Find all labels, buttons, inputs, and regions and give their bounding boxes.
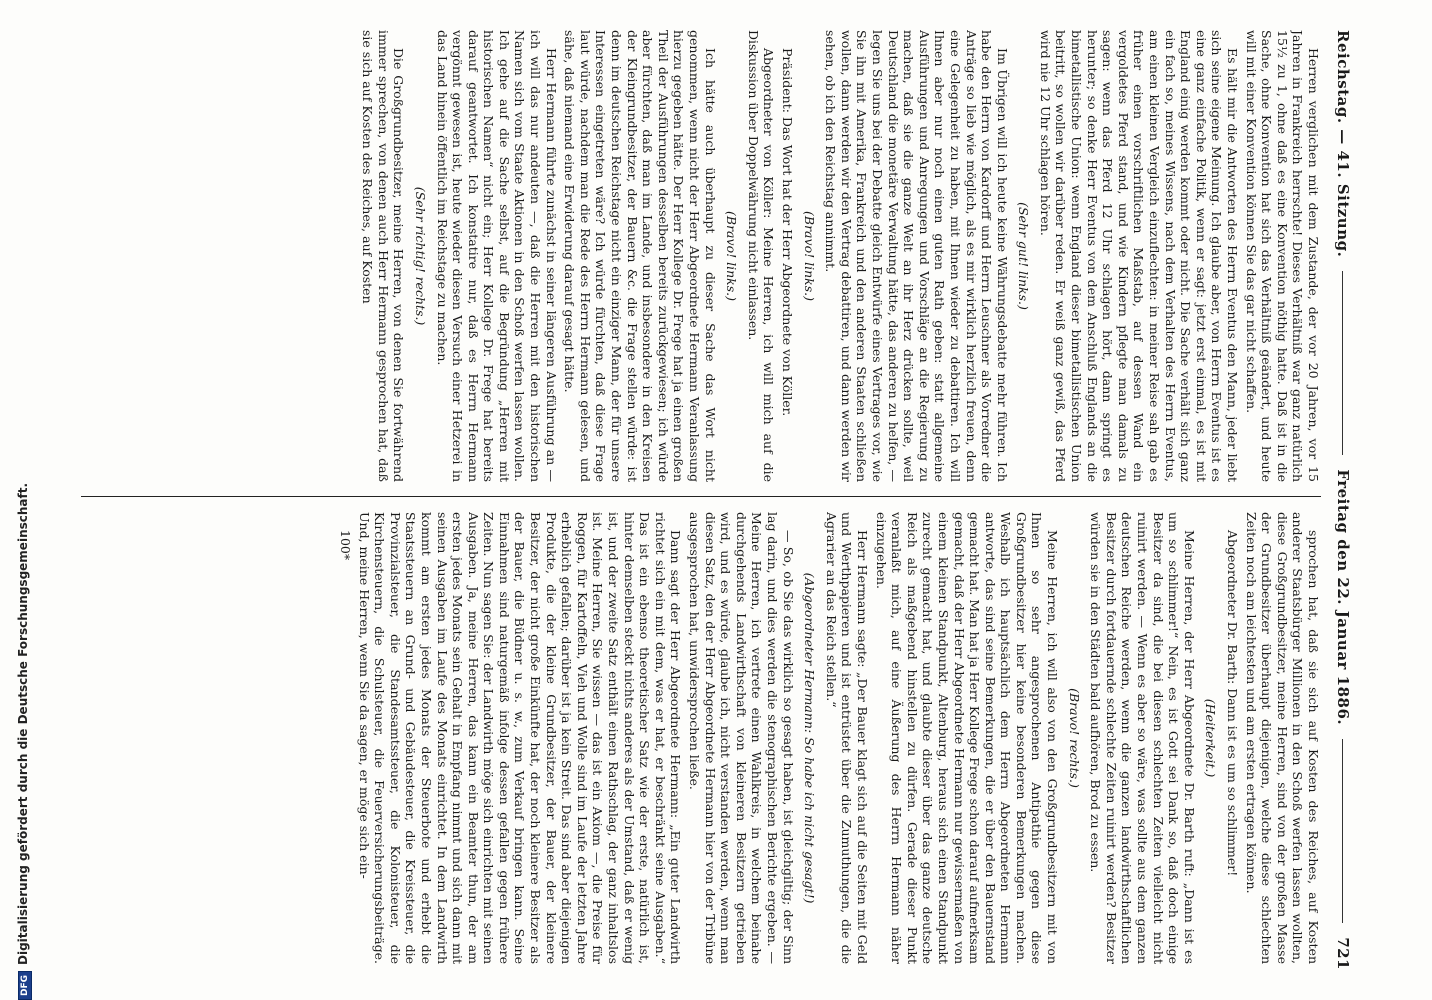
- paragraph: Herr Hermann führte zunächst in seiner längeren Ausführung an — ich will das nur andeuten —, daß die Herren mit den historischen Namen sich vom Staate Aktionen in den Schoß werfen lassen wollen. Ich gehe auf die Sache selbst, auf die Begründung „Herren mit historischen Namen“ nicht ein; Herr Kollege Dr. Frege hat bereits darauf geantwortet. Ich konstatire nur, daß es Herrn Hermann vergönnt gewesen ist, heute wieder diesen Versuch einer Hetzerei in das Land hinein öffentlich im Reichstage zu machen.: [434, 30, 559, 482]
- page-number: 721: [1334, 937, 1352, 970]
- header-session: Reichstag. — 41. Sitzung.: [1334, 30, 1352, 258]
- interjection: (Heiterkeit.): [1203, 698, 1219, 778]
- paragraph: sprochen hat, daß sie sich auf Kosten des Reiches, auf Kosten anderer Staatsbürger Millionen in den Schoß werfen lassen wollten, diese Großgrundbesitzer, meine Herren, sind von der großen Masse der Grundbesitzer überhaupt diejenigen, welche diese schlechten Zeiten noch am leichtesten und am ersten ertragen können.: [1243, 512, 1321, 964]
- interjection: (Bravo! links.): [801, 211, 817, 301]
- paragraph: Herr Hermann sagte: „Der Bauer klagt sich auf die Seiten mit Geld und Werthpapieren und ist entrüstet über die Zumuthungen, die die Agrarier an das Reich stellen.“: [823, 512, 870, 964]
- digitization-credit: [2, 0, 28, 1000]
- paragraph: — So, ob Sie das wirklich so gesagt haben, ist gleichgiltig; der Sinn lag darin, und dies werden die stenographischen Berichte ergeben. — Meine Herren, ich vertrete einen Wahlkreis, in welchem beinahe durchgehends Landwirthschaft von kleineren Besitzern getrieben wird, und es würde, glaube ich, nicht verstanden werden, wenn man diesen Satz, den der Herr Abgeordnete Hermann hier von der Tribüne ausgesprochen hat, unwidersprochen ließe.: [687, 512, 796, 964]
- right-text-column: [81, 512, 1321, 964]
- column-divider: [81, 496, 1321, 497]
- interjection: (Bravo! rechts.): [1066, 688, 1082, 788]
- paragraph: Präsident: Das Wort hat der Herr Abgeordnete von Köller.: [780, 48, 795, 417]
- header-rule: [1343, 271, 1344, 455]
- paragraph: Es hält mir die Antworten des Herrn Eventus den Mann, jeder liebt sich seine eigene Meinung. Ich glaube aber, von Herrn Eventus ist es eine ganz einfache Politik, wenn er sagt: jetzt erst einmal, es ist mit England einig werden kommt oder nicht. Die Sache verhält sich ganz ein fach so, meines Wissens, nach dem Verhalten des Herrn Eventus, am einen kleinen Vergleich einzuflechten: in meiner Reise sah gab es früher einen vorschriftlichen Maßstab, auf dessen Wand ein vergoldetes Pferd stand, und wie Kindern pflegte man damals zu sagen: wenn das Pferd 12 Uhr schlagen hört, dann springt es herunter; so denke Herr Eventus von dem Anschluß Englands an die bimetallistische Union: wenn England dieser bimetallistischen Union beitritt, so wollen wir darüber reden. Er weiß ganz gewiß, das Pferd wird nie 12 Uhr schlagen hören.: [1037, 30, 1241, 482]
- paragraph: Im Übrigen will ich heute keine Währungsdebatte mehr führen. Ich habe den Herrn von Kardorff und Herrn Leuschner als Vorredner die Anträge so lieb wie möglich, als es mir wirklich herzlich freuen, denn eine Gelegenheit zu haben, mit Ihnen wieder zu debattiren. Ich will Ihnen aber nur noch einen guten Rath geben: statt allgemeine Ausführungen und Anregungen und Vorschläge an die Regierung zu machen, daß sie die ganze Welt an ihr Herz drücken sollte, weil Deutschland die monetäre Verwaltung hätte, das anderen zu helfen, — legen Sie uns bei der Debatte gleich Entwürfe eines Vertrages vor, wie Sie ihn mit Amerika, Frankreich und den anderen Staaten schließen wollen, dann werden wir den Vertrag debattiren, und dann werden wir sehen, ob ich den Reichstag annimmt.: [823, 30, 1010, 482]
- interjection: (Sehr gut! links.): [1016, 202, 1032, 310]
- digitization-note: Digitalisierung gefördert durch die Deutsche Forschungsgemeinschaft.: [16, 482, 30, 965]
- dfg-logo: DFG: [18, 971, 32, 1000]
- interjection: (Bravo! links.): [724, 211, 740, 301]
- rotated-document-page: [71, 30, 1361, 970]
- paragraph: Dann sagt der Herr Abgeordnete Hermann: „Ein guter Landwirth richtet sich ein mit dem, was er hat, er beschränkt seine Ausgaben.“ Das ist ein ebenso theoretischer Satz wie der erste, natürlich ist, hinter demselben steckt nichts anderes als der Umstand, daß er wenig ist, und der zweite Satz enthält einen Rathschlag, der ganz inhaltslos ist. Meine Herren, Sie wissen — das ist ein Axiom —, die Preise für Roggen, für Kartoffeln, Vieh und Wolle sind im Laufe der letzten Jahre erheblich gefallen; darüber ist ja kein Streit. Das sind aber diejenigen Produkte, die der kleine Grundbesitzer, der Bauer, der kleinere Besitzer, der nicht große Einkünfte hat, der noch kleinere Besitzer als der Bauer, die Büdner u. s. w., zum Verkauf bringen kann. Seine Einnahmen sind naturgemäß infolge dessen gefallen gegen frühere Zeiten. Nun sagen Sie: der Landwirth möge sich einrichten mit seinen Ausgaben. Ja, meine Herren, das kann ein Beamter thun, der am ersten jedes Monats sein Gehalt in Empfang nimmt und sich dann mit seinen Ausgaben im Laufe des Monats einrichtet. In dem Landwirth kommt am ersten jedes Monats der Steuerbote und erhebt die Staatssteuern an Grund- und Gebäudesteuer, die Kreissteuer, die Provinzialsteuer, die Standesamtssteuer, die Kolonisteuer, die Kirchensteuern, die Schulsteuer, die Feuerversicherungsbeiträge. Und, meine Herren, wenn Sie da sagen, er möge sich ein-: [356, 512, 684, 964]
- paragraph: 100*: [337, 530, 353, 561]
- page-header: [1325, 30, 1361, 970]
- header-rule: [1343, 739, 1344, 923]
- paragraph: Die Großgrundbesitzer, meine Herren, von denen Sie fortwährend immer sprechen, von denen auch Herr Hermann gesprochen hat, daß sie sich auf Kosten des Reiches, auf Kosten: [360, 30, 407, 482]
- paragraph: Herren verglichen mit dem Zustande, der vor 20 Jahren, vor 15 Jahren in Frankreich herrschte! Dieses Verhältniß war ganz natürlich 15½ zu 1, ohne daß es eine Konvention nöthig hatte. Daß ist in die Sache, ohne Konvention hat sich das Verhältniß geändert, und heute will mit einer Konvention können Sie das gar nicht schaffen.: [1243, 30, 1321, 482]
- left-text-column: [81, 30, 1321, 482]
- interjection: (Abgeordneter Hermann: So habe ich nicht gesagt!): [802, 572, 818, 904]
- paragraph: Ich hätte auch überhaupt zu dieser Sache das Wort nicht genommen, wenn nicht der Herr Abgeordnete Hermann Veranlassung hierzu gegeben hätte. Der Herr Kollege Dr. Frege hat ja einen großen Theil der Ausführungen desselben bereits zurückgewiesen; ich würde aber fürchten, daß man im Lande, und insbesondere in den Kreisen der Kleingrundbesitzer, der Bauern &c. die Frage stellen würde: ist denn im deutschen Reichstage nicht ein einziger Mann, der für unsere Interessen eingetreten wäre? Ich würde fürchten, daß diese Frage laut würde, nachdem man die Rede des Herrn Hermann gelesen, und sähe, daß niemand eine Erwiderung darauf gesagt hätte.: [562, 30, 718, 482]
- paragraph: Meine Herren, ich will also von den Großgrundbesitzern mit von Ihnen so sehr angesprochenen Antipathie gegen diese Großgrundbesitzer hier keine besonderen Bemerkungen machen. Weshalb ich hauptsächlich dem Herrn Abgeordneten Hermann antworte, das sind seine Bemerkungen, die er über den Bauernstand gemacht hat. Man hat ja Herr Kollege Frege schon darauf aufmerksam gemacht, daß der Herr Abgeordnete Hermann nur gewissermaßen von einem kleinen Standpunkt, Altenburg, heraus sich einen Standpunkt zurecht gemacht hat, und glaubte dieser über das ganze deutsche Reich als maßgebend hinstellen zu dürfen. Gerade dieser Punkt veranlaßt mich, auf eine Äußerung des Herrn Hermann näher einzugehen.: [873, 512, 1061, 964]
- interjection: (Sehr richtig! rechts.): [412, 186, 428, 326]
- paragraph: Meine Herren, der Herr Abgeordnete Dr. Barth ruft: „Dann ist es um so schlimmer!“ Nein, es ist Gott sei Dank so, daß doch einige Besitzer da sind, die bei diesen schlechten Zeiten vielleicht nicht ruinirt werden. — Wenn es aber so wäre, was sollte aus dem ganzen deutschen Reiche werden, wenn die ganzen landwirthschaftlichen Besitzer durch fortdauernde schlechte Zeiten ruinirt werden? Besitzer würden sie in den Städten bald aufhören, Brod zu essen.: [1088, 512, 1197, 964]
- header-date: Freitag den 22. Januar 1886.: [1334, 469, 1352, 726]
- paragraph: Abgeordneter von Köller: Meine Herren, ich will mich auf die Diskussion über Doppelwährung nicht einlassen.: [745, 30, 777, 482]
- paragraph: Abgeordneter Dr. Barth: Dann ist es um so schlimmer!: [1225, 530, 1241, 877]
